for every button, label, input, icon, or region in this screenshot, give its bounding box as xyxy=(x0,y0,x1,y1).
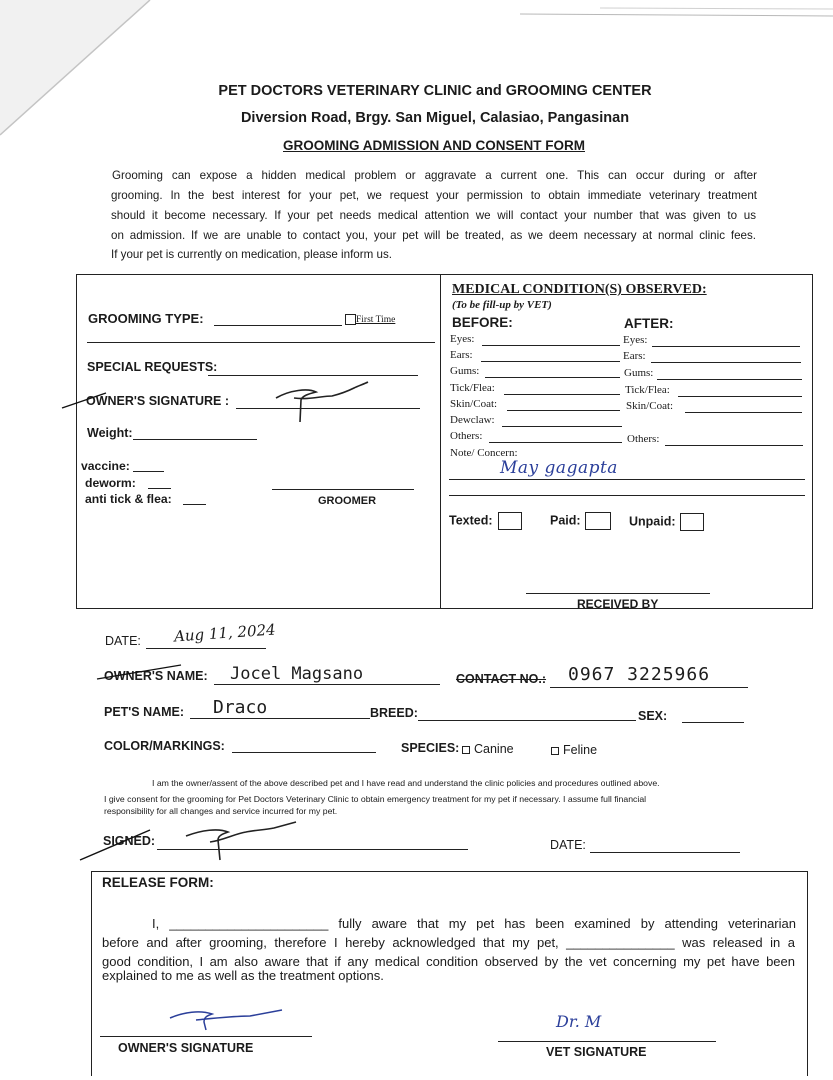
paid-label: Paid: xyxy=(550,513,581,528)
after-gums-field[interactable] xyxy=(657,379,802,380)
release-line: good condition, I am also aware that if any medical condition observed by the vet concerning my pet have been xyxy=(102,954,795,969)
intro-line: grooming. In the best interest for your pet, we request your permission to obtain immediate veterinary treatment xyxy=(111,189,757,202)
after-tick-field[interactable] xyxy=(678,396,802,397)
feline-checkbox[interactable] xyxy=(551,747,559,755)
after-row-label: Eyes: xyxy=(623,334,648,346)
deworm-label: deworm: xyxy=(85,476,136,490)
note-label: Note/ Concern: xyxy=(450,447,518,459)
consent-line: responsibility for all changes and service incurred for my pet. xyxy=(104,806,338,816)
color-field[interactable] xyxy=(232,752,376,753)
release-title: RELEASE FORM: xyxy=(102,875,214,890)
after-row-label: Ears: xyxy=(623,350,646,362)
weight-label: Weight: xyxy=(87,426,133,440)
before-skin-field[interactable] xyxy=(507,410,620,411)
anti-tick-label: anti tick & flea: xyxy=(85,492,172,506)
species-label: SPECIES: xyxy=(401,741,460,755)
received-by-label: RECEIVED BY xyxy=(577,597,659,611)
consent-date-label: DATE: xyxy=(550,838,586,852)
release-vet-signature-line[interactable] xyxy=(498,1041,716,1042)
owner-name-strike xyxy=(95,662,185,682)
before-dewclaw-field[interactable] xyxy=(502,426,622,427)
texted-label: Texted: xyxy=(449,513,493,528)
grooming-type-label: GROOMING TYPE: xyxy=(88,311,204,326)
scan-fold-corner xyxy=(0,0,833,160)
before-eyes-field[interactable] xyxy=(482,345,620,346)
clinic-name: PET DOCTORS VETERINARY CLINIC and GROOMING CENTER xyxy=(218,83,652,99)
intro-line: on admission. If we are unable to contact you, your pet will be treated, as we deem necessary at normal clinic fees. xyxy=(111,229,756,242)
sex-label: SEX: xyxy=(638,709,668,723)
medical-subtitle: (To be fill-up by VET) xyxy=(452,299,552,311)
date-value: Aug 11, 2024 xyxy=(173,620,277,646)
first-time-label: First Time xyxy=(356,315,396,326)
special-requests-label: SPECIAL REQUESTS: xyxy=(87,360,218,374)
first-time-checkbox[interactable] xyxy=(345,314,356,325)
form-title: GROOMING ADMISSION AND CONSENT FORM xyxy=(283,138,585,153)
before-row-label: Others: xyxy=(450,430,483,442)
consent-line: I give consent for the grooming for Pet Doctors Veterinary Clinic to obtain emergency treatment for my pet if necessary. I assume full financial xyxy=(104,794,647,804)
after-eyes-field[interactable] xyxy=(652,346,800,347)
after-others-field[interactable] xyxy=(665,445,803,446)
pet-name-field[interactable] xyxy=(190,718,370,719)
owner-signature-mark xyxy=(58,376,378,428)
after-ears-field[interactable] xyxy=(651,362,801,363)
feline-label: Feline xyxy=(563,743,598,757)
vaccine-field[interactable] xyxy=(133,471,164,472)
before-ears-field[interactable] xyxy=(481,361,620,362)
owner-signature-label: OWNER'S SIGNATURE : xyxy=(86,394,230,408)
release-owner-signature-mark xyxy=(160,1004,290,1032)
canine-checkbox[interactable] xyxy=(462,746,470,754)
paid-checkbox[interactable] xyxy=(585,512,611,530)
date-field[interactable] xyxy=(146,648,266,649)
first-time-option[interactable] xyxy=(345,314,395,325)
canine-option[interactable] xyxy=(462,742,514,756)
pet-name-label: PET'S NAME: xyxy=(104,705,185,719)
canine-label: Canine xyxy=(474,742,514,756)
intro-line: should it become necessary. If your pet needs medical attention we will contact your number that was given to us xyxy=(111,209,756,222)
texted-option[interactable] xyxy=(449,512,522,530)
deworm-field[interactable] xyxy=(148,488,171,489)
before-row-label: Ears: xyxy=(450,349,473,361)
release-line: before and after grooming, therefore I hereby acknowledged that my pet, _______________ was released in a xyxy=(102,935,795,950)
intro-line: If your pet is currently on medication, please inform us. xyxy=(111,248,392,261)
clinic-address: Diversion Road, Brgy. San Miguel, Calasiao, Pangasinan xyxy=(240,110,630,126)
breed-field[interactable] xyxy=(418,720,636,721)
color-label: COLOR/MARKINGS: xyxy=(104,739,225,753)
pet-name-value: Draco xyxy=(213,697,268,718)
medical-title: MEDICAL CONDITION(S) OBSERVED: xyxy=(452,282,707,297)
unpaid-checkbox[interactable] xyxy=(680,513,704,531)
owner-name-value: Jocel Magsano xyxy=(230,664,364,684)
texted-checkbox[interactable] xyxy=(498,512,522,530)
received-by-line[interactable] xyxy=(526,593,710,594)
paid-option[interactable] xyxy=(550,512,611,530)
weight-field[interactable] xyxy=(133,439,257,440)
release-owner-signature-label: OWNER'S SIGNATURE xyxy=(118,1041,254,1055)
contact-label: CONTACT NO.: xyxy=(456,672,547,686)
after-row-label: Skin/Coat: xyxy=(626,400,674,412)
before-row-label: Skin/Coat: xyxy=(450,398,498,410)
before-label: BEFORE: xyxy=(452,315,513,330)
after-row-label: Others: xyxy=(627,433,660,445)
feline-option[interactable] xyxy=(551,743,597,757)
unpaid-option[interactable] xyxy=(629,513,704,531)
before-tick-field[interactable] xyxy=(504,394,620,395)
intro-line: Grooming can expose a hidden medical problem or aggravate a current one. This can occur during or after xyxy=(112,169,757,182)
groomer-label: GROOMER xyxy=(318,495,377,507)
after-row-label: Gums: xyxy=(624,367,654,379)
groomer-signature-line[interactable] xyxy=(272,489,414,490)
owner-name-label: OWNER'S NAME: xyxy=(104,669,208,683)
release-vet-signature-label: VET SIGNATURE xyxy=(546,1045,647,1059)
grooming-type-extra-line[interactable] xyxy=(87,342,435,343)
owner-name-field[interactable] xyxy=(214,684,440,685)
before-gums-field[interactable] xyxy=(485,377,620,378)
unpaid-label: Unpaid: xyxy=(629,514,676,529)
before-row-label: Eyes: xyxy=(450,333,475,345)
note-value: May gagapta xyxy=(500,458,618,478)
signed-label: SIGNED: xyxy=(103,834,156,848)
grooming-type-field[interactable] xyxy=(214,325,342,326)
contact-value: 0967 3225966 xyxy=(568,664,711,685)
before-row-label: Dewclaw: xyxy=(450,414,495,426)
anti-tick-field[interactable] xyxy=(183,504,206,505)
release-vet-initials: Dr. M xyxy=(556,1012,602,1031)
box-divider xyxy=(440,274,441,608)
before-row-label: Tick/Flea: xyxy=(450,382,495,394)
contact-field[interactable] xyxy=(550,687,748,688)
after-skin-field[interactable] xyxy=(685,412,802,413)
date-label: DATE: xyxy=(105,634,141,648)
release-line: explained to me as well as the treatment options. xyxy=(102,968,384,983)
release-line: I, ______________________ fully aware that my pet has been examined by attending veterinarian xyxy=(152,916,796,931)
breed-label: BREED: xyxy=(370,706,418,720)
before-row-label: Gums: xyxy=(450,365,480,377)
note-line-2[interactable] xyxy=(449,495,805,496)
note-line-1[interactable] xyxy=(449,479,805,480)
consent-line: I am the owner/assent of the above described pet and I have read and understand the clinic policies and procedures outlined above. xyxy=(152,778,660,788)
sex-field[interactable] xyxy=(682,722,744,723)
signed-signature-mark xyxy=(78,814,318,866)
before-others-field[interactable] xyxy=(489,442,622,443)
release-owner-signature-line[interactable] xyxy=(100,1036,312,1037)
consent-date-field[interactable] xyxy=(590,852,740,853)
vaccine-label: vaccine: xyxy=(81,459,130,473)
after-row-label: Tick/Flea: xyxy=(625,384,670,396)
after-label: AFTER: xyxy=(624,316,674,331)
